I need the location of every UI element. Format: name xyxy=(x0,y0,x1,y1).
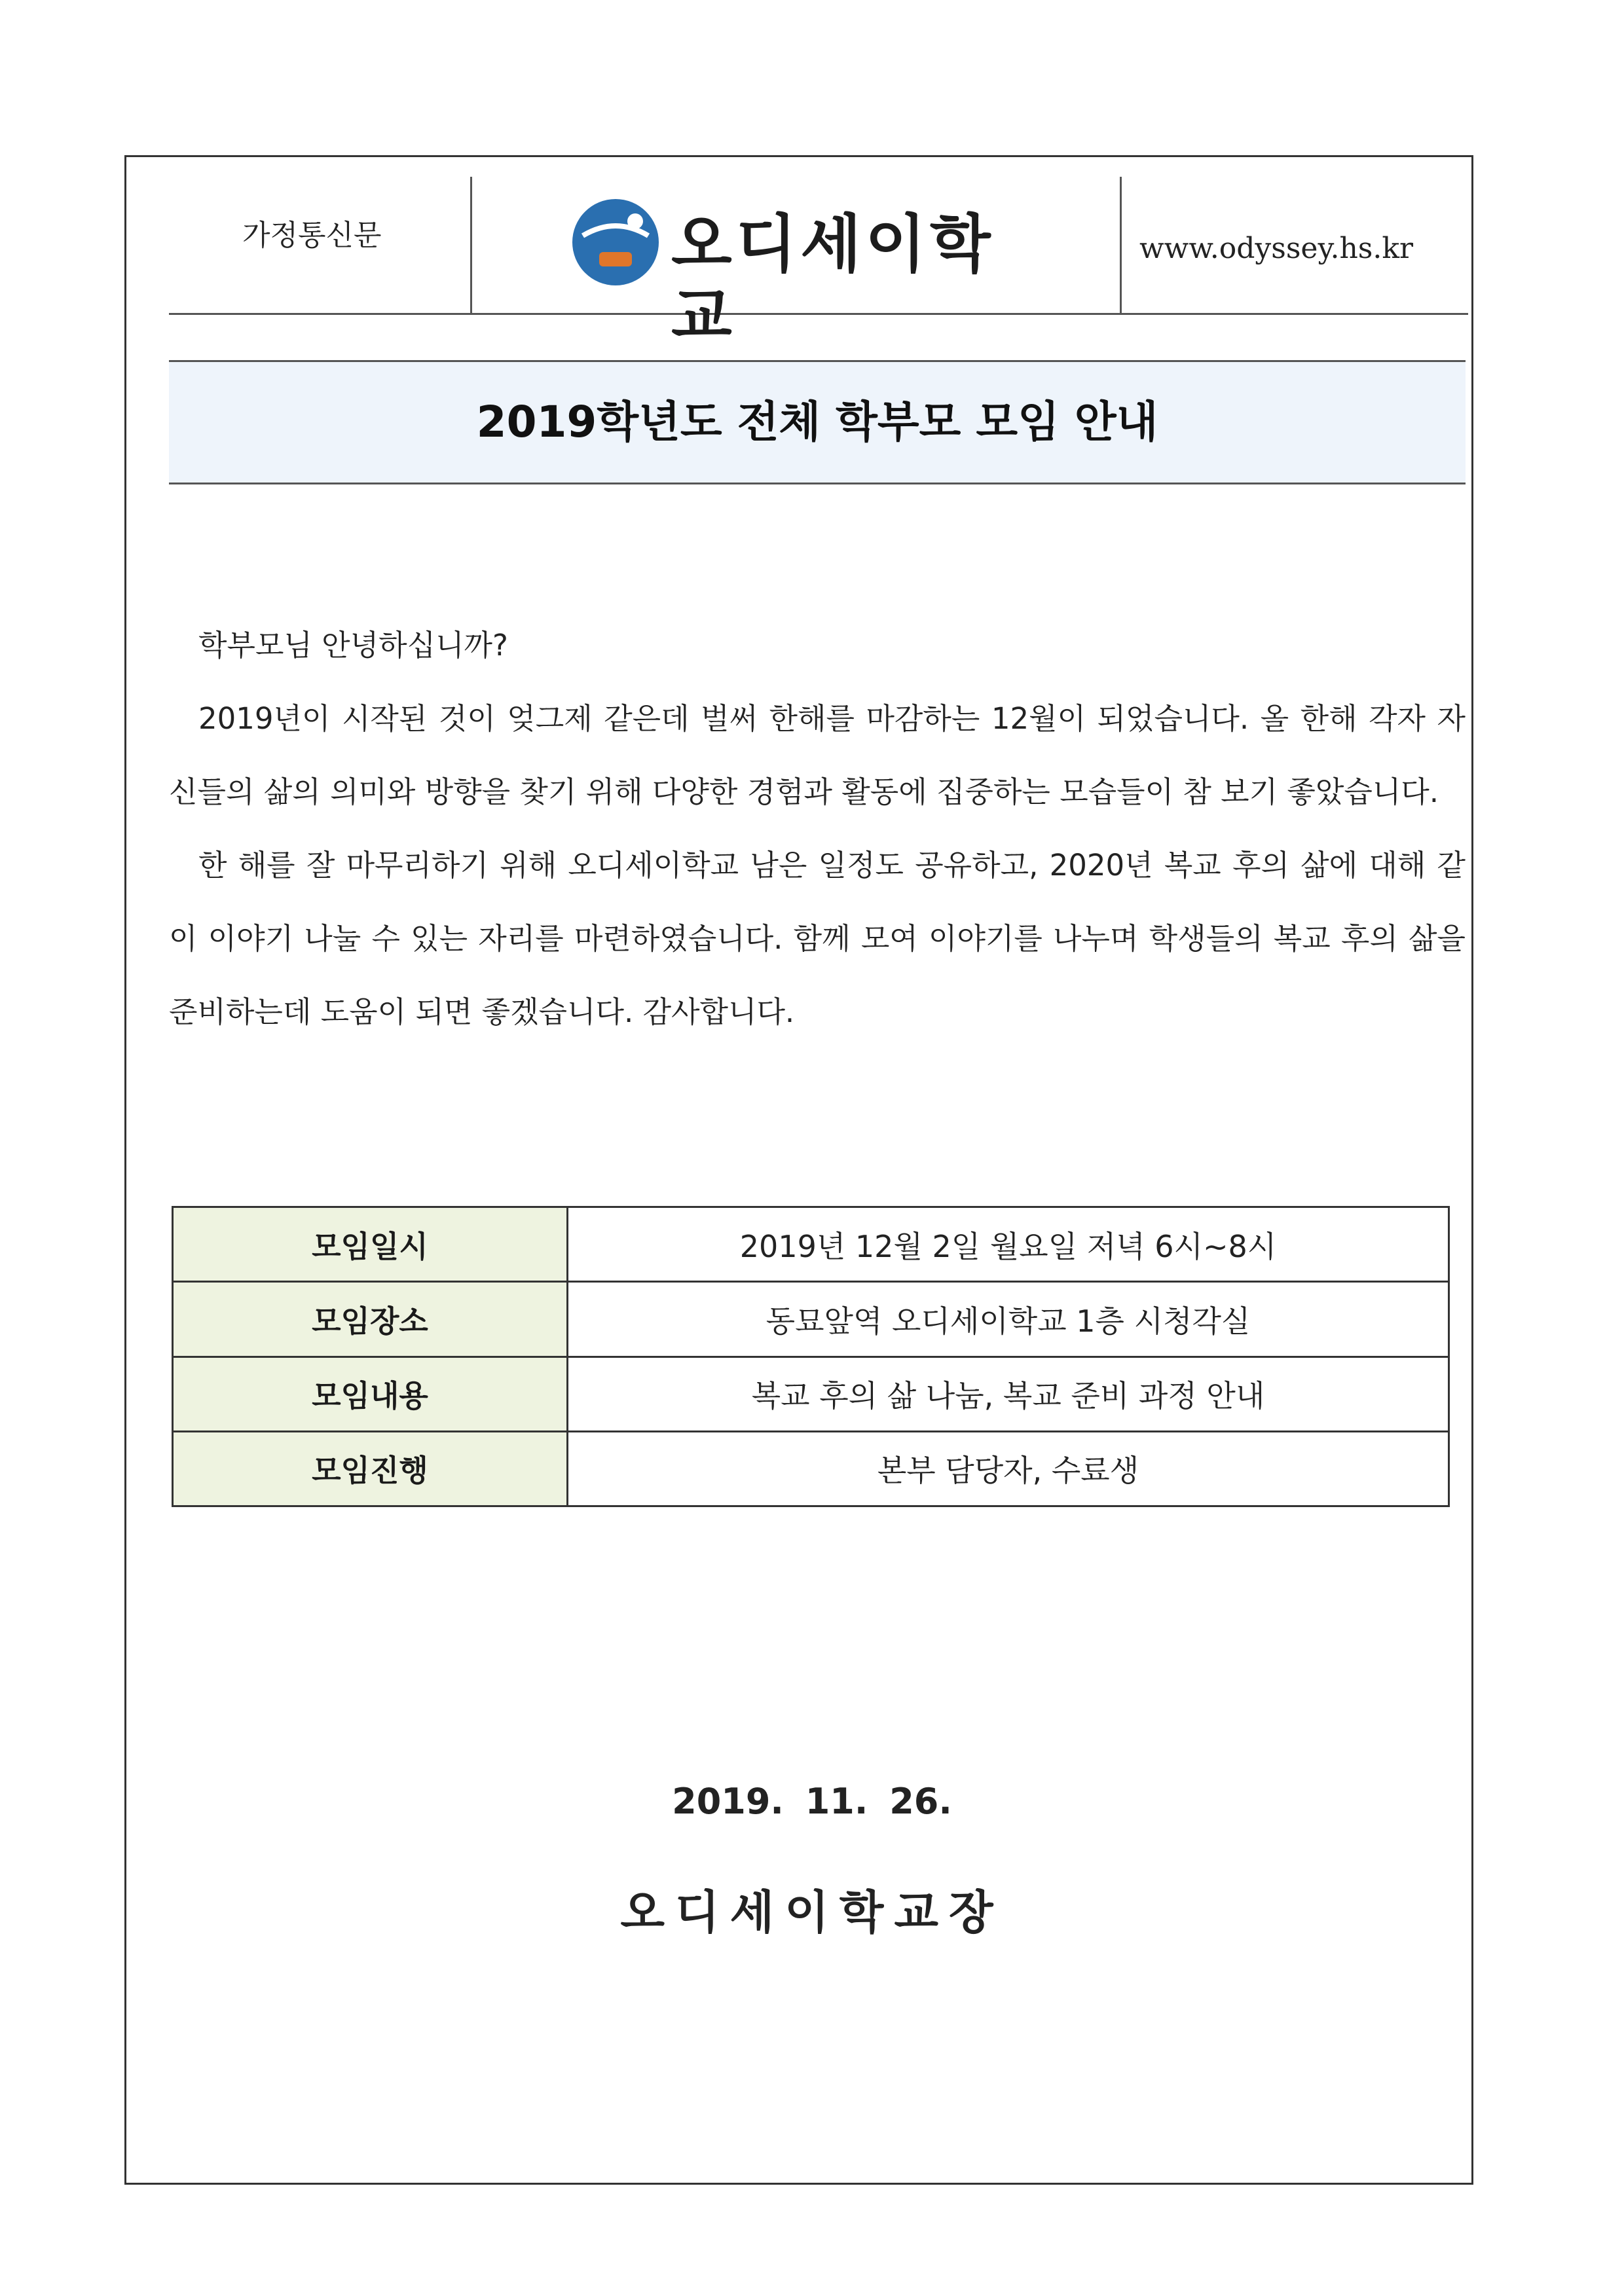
body-paragraph: 2019년이 시작된 것이 엊그제 같은데 벌써 한해를 마감하는 12월이 되었습니다. 올 한해 각자 자신들의 삶의 의미와 방향을 찾기 위해 다양한 경험과 활동에 집중하는 모습들이 참 보기 좋았습니다. xyxy=(169,701,1466,809)
row-value: 2019년 12월 2일 월요일 저녁 6시~8시 xyxy=(568,1207,1449,1282)
body-paragraph: 한 해를 잘 마무리하기 위해 오디세이학교 남은 일정도 공유하고, 2020년 복교 후의 삶에 대해 같이 이야기 나눌 수 있는 자리를 마련하였습니다. 함께 모여 이야기를 나누며 학생들의 복교 후의 삶을 준비하는데 도움이 되면 좋겠습니다. 감사합니다. xyxy=(169,848,1466,1029)
header-divider-right xyxy=(1120,177,1122,314)
meeting-info-table xyxy=(172,1206,1450,1507)
row-value: 본부 담당자, 수료생 xyxy=(568,1431,1449,1506)
title-band xyxy=(169,360,1466,484)
principal-signature: 오디세이학교장 xyxy=(620,1886,1004,1939)
logo-emblem-icon xyxy=(563,190,668,295)
row-label: 모임일시 xyxy=(173,1207,568,1282)
website-url[interactable]: www.odyssey.hs.kr xyxy=(1139,232,1414,265)
row-label: 모임진행 xyxy=(173,1431,568,1506)
table-row xyxy=(173,1357,1449,1431)
issue-date: 2019. 11. 26. xyxy=(672,1781,952,1822)
header-divider-left xyxy=(470,177,472,314)
row-value: 동묘앞역 오디세이학교 1층 시청각실 xyxy=(568,1282,1449,1357)
table-row xyxy=(173,1431,1449,1506)
page-title: 2019학년도 전체 학부모 모임 안내 xyxy=(476,397,1158,447)
greeting: 학부모님 안녕하십니까? xyxy=(198,628,508,663)
row-value: 복교 후의 삶 나눔, 복교 준비 과정 안내 xyxy=(568,1357,1449,1431)
table-row xyxy=(173,1207,1449,1282)
school-logo xyxy=(563,190,1008,353)
row-label: 모임내용 xyxy=(173,1357,568,1431)
row-label: 모임장소 xyxy=(173,1282,568,1357)
letter-body xyxy=(169,609,1466,1049)
table-row xyxy=(173,1282,1449,1357)
newsletter-label: 가정통신문 xyxy=(242,219,382,252)
logo-wordmark: 오디세이학교 xyxy=(671,208,995,353)
